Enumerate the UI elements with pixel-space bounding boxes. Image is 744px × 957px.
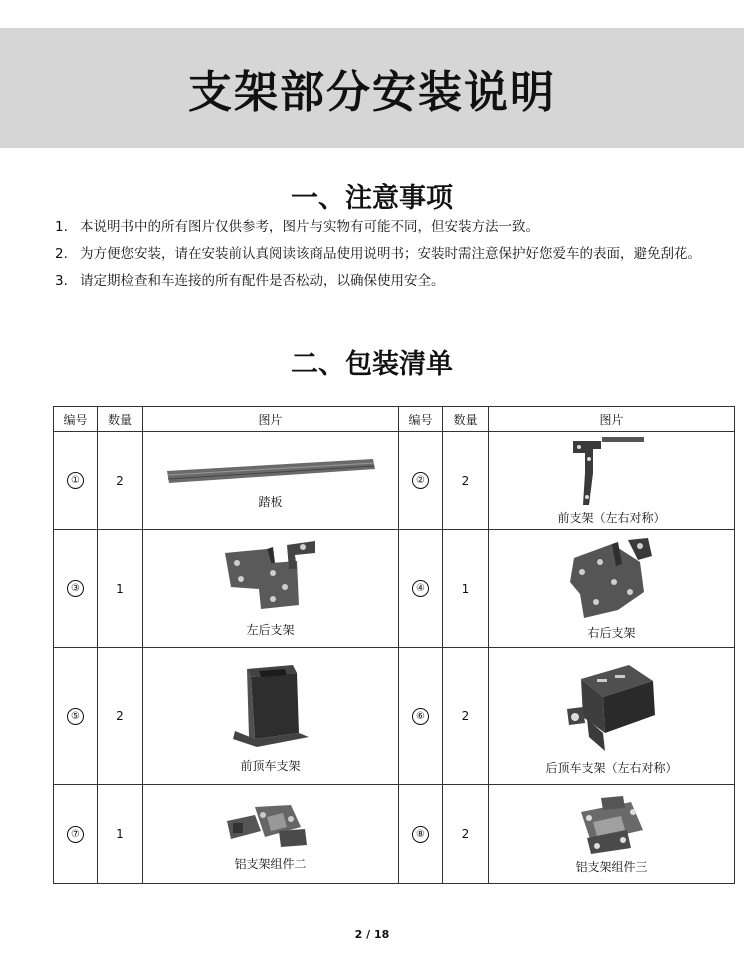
- aluminum-bracket-assembly-3-icon: [567, 794, 657, 856]
- item-picture: [489, 648, 735, 785]
- item-number: ⑥: [399, 648, 443, 785]
- item-picture: [143, 785, 399, 884]
- table-row: [54, 648, 735, 785]
- item-number: ④: [399, 530, 443, 648]
- item-picture: [489, 785, 735, 884]
- item-picture: [143, 530, 399, 648]
- item-quantity: 2: [443, 432, 489, 530]
- item-picture: [143, 432, 399, 530]
- item-caption: 左后支架: [246, 623, 295, 637]
- notice-item-text: 为方便您安装，请在安装前认真阅读该商品使用说明书；安装时需注意保护好您爱车的表面，避免刮花。: [80, 246, 701, 262]
- item-quantity: 2: [443, 648, 489, 785]
- page-title: 支架部分安装说明: [188, 67, 556, 118]
- title-banner: [0, 28, 744, 148]
- front-jack-bracket-icon: [221, 659, 321, 755]
- packing-heading: 二、包装清单: [291, 349, 453, 380]
- item-caption: 前支架（左右对称）: [557, 511, 666, 525]
- item-quantity: 1: [98, 530, 143, 648]
- item-quantity: 2: [443, 785, 489, 884]
- notice-item: [55, 214, 715, 241]
- header-pic: 图片: [143, 407, 399, 432]
- notice-item-text: 本说明书中的所有图片仅供参考，图片与实物有可能不同，但安装方法一致。: [80, 219, 539, 235]
- item-quantity: 2: [98, 432, 143, 530]
- header-no: 编号: [54, 407, 98, 432]
- item-number: ⑧: [399, 785, 443, 884]
- item-caption: 前顶车支架: [240, 758, 301, 773]
- notice-item: [55, 268, 715, 295]
- item-caption: 铝支架组件二: [234, 856, 307, 871]
- item-quantity: 1: [98, 785, 143, 884]
- item-caption: 踏板: [258, 495, 283, 509]
- item-picture: [489, 432, 735, 530]
- rear-jack-bracket-icon: [557, 657, 667, 757]
- item-number: ⑤: [54, 648, 98, 785]
- notice-list: [55, 214, 715, 295]
- table-row: [54, 785, 735, 884]
- item-caption: 右后支架: [587, 626, 636, 640]
- header-no: 编号: [399, 407, 443, 432]
- aluminum-bracket-assembly-2-icon: [221, 797, 321, 853]
- header-qty: 数量: [98, 407, 143, 432]
- header-pic: 图片: [489, 407, 735, 432]
- notice-item-number: 3.: [55, 273, 68, 289]
- left-rear-bracket-icon: [211, 539, 331, 619]
- item-quantity: 1: [443, 530, 489, 648]
- notice-item: [55, 241, 715, 268]
- right-rear-bracket-icon: [552, 536, 672, 622]
- item-number: ③: [54, 530, 98, 648]
- item-caption: 后顶车支架（左右对称）: [545, 760, 678, 775]
- notice-item-text: 请定期检查和车连接的所有配件是否松动，以确保使用安全。: [80, 273, 445, 289]
- notice-item-number: 2.: [55, 246, 68, 262]
- table-row: [54, 530, 735, 648]
- table-row: [54, 432, 735, 530]
- item-caption: 铝支架组件三: [575, 859, 648, 874]
- item-number: ①: [54, 432, 98, 530]
- item-number: ②: [399, 432, 443, 530]
- item-picture: [489, 530, 735, 648]
- packing-table: [53, 406, 735, 884]
- item-picture: [143, 648, 399, 785]
- item-quantity: 2: [98, 648, 143, 785]
- table-header-row: [54, 407, 735, 432]
- page-number: 2 / 18: [354, 928, 390, 941]
- step-board-icon: [161, 451, 381, 491]
- notice-item-number: 1.: [55, 219, 68, 235]
- front-bracket-icon: [557, 435, 667, 507]
- item-number: ⑦: [54, 785, 98, 884]
- notice-heading: 一、注意事项: [291, 183, 453, 214]
- header-qty: 数量: [443, 407, 489, 432]
